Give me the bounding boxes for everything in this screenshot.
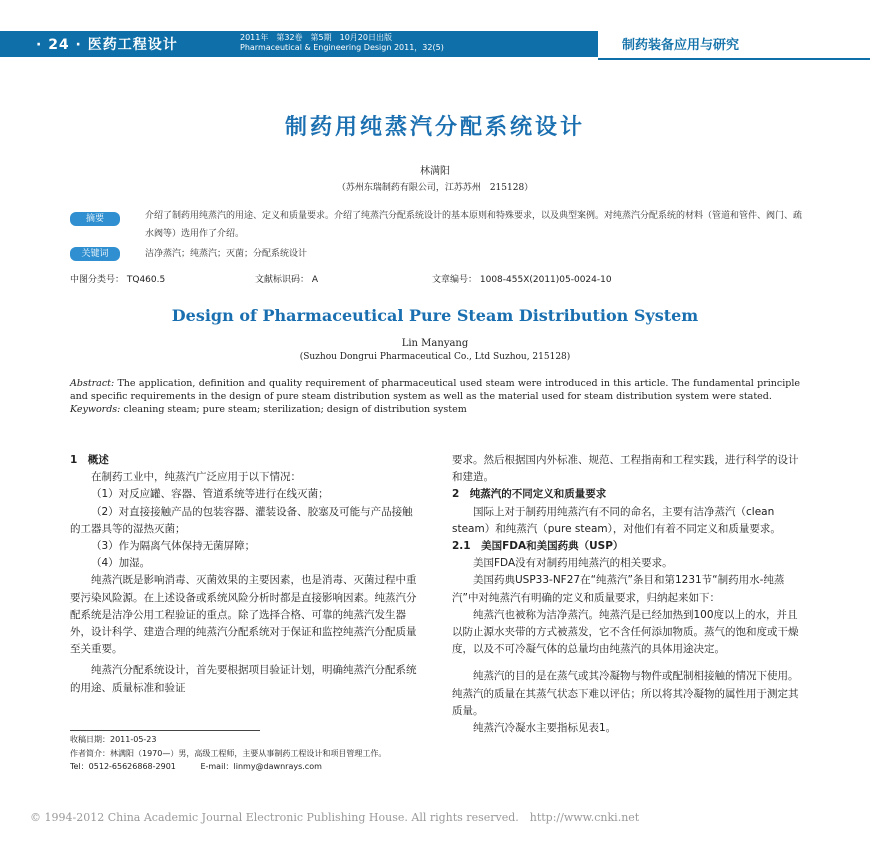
body-left-column (70, 452, 420, 697)
received-date: 收稿日期：2011-05-23 (70, 735, 157, 744)
keywords-tag: 关键词 (70, 247, 120, 261)
author-en: Lin Manyang (401, 338, 469, 349)
page-number-journal-name: · 24 · 医药工程设计 (36, 37, 178, 53)
clc-number: 中图分类号： TQ460.5 (70, 275, 166, 285)
list-item: （2）对直接接触产品的包装容器、灌装设备、胶塞及可能与产品接触的工器具等的湿热灭菌； (70, 505, 413, 535)
paragraph: 纯蒸汽分配系统设计，首先要根据项目验证计划，明确纯蒸汽分配系统的用途、质量标准和验证 (70, 664, 417, 694)
abstract-en-label: Abstract: (70, 378, 115, 389)
section-heading-2: 2 纯蒸汽的不同定义和质量要求 (452, 488, 607, 501)
paragraph: 国际上对于制药用纯蒸汽有不同的命名，主要有洁净蒸汽（clean steam）和纯蒸汽（pure steam），对他们有着不同定义和质量要求。 (452, 505, 781, 535)
copyright-notice: © 1994-2012 China Academic Journal Electronic Publishing House. All rights reserved. http://www.cnki.net (30, 811, 640, 824)
section-heading-1: 1 概述 (70, 454, 109, 466)
issue-info-en: Pharmaceutical & Engineering Design 2011，32(5) (240, 43, 444, 52)
contact-line (70, 760, 430, 774)
keywords-en-label: Keywords: (70, 404, 121, 415)
paragraph: 纯蒸汽的目的是在蒸气或其冷凝物与物件或配制相接触的情况下使用。纯蒸汽的质量在其蒸气状态下难以评估；所以将其冷凝物的属性用于测定其质量。 (452, 670, 799, 717)
paragraph: 在制药工业中，纯蒸汽广泛应用于以下情况： (91, 471, 301, 484)
footnote (70, 733, 430, 774)
document-code: 文献标识码： A (255, 275, 319, 285)
article-title-cn: 制药用纯蒸汽分配系统设计 (284, 115, 585, 140)
article-title-en: Design of Pharmaceutical Pure Steam Distribution System (171, 306, 699, 325)
telephone: Tel：0512-65626868-2901 (70, 762, 176, 771)
list-item: （4）加湿。 (91, 557, 151, 570)
email: E-mail：linmy@dawnrays.com (200, 762, 322, 771)
abstract-cn: 介绍了制药用纯蒸汽的用途、定义和质量要求。介绍了纯蒸汽分配系统设计的基本原则和特殊要求，以及典型案例。对纯蒸汽分配系统的材料（管道和管件、阀门、疏水阀等）选用作了介绍。 (145, 211, 803, 239)
issue-info-cn: 2011年 第32卷 第5期 10月20日出版 (240, 33, 392, 42)
section-underline (598, 58, 870, 60)
keywords-cn: 洁净蒸汽；纯蒸汽；灭菌；分配系统设计 (145, 249, 308, 259)
author-cn: 林满阳 (420, 166, 450, 177)
keywords-en-text: cleaning steam; pure steam; sterilization; design of distribution system (120, 404, 467, 415)
list-item: （3）作为隔离气体保持无菌屏障； (91, 540, 256, 553)
article-number: 文章编号： 1008-455X(2011)05-0024-10 (432, 275, 612, 285)
paragraph: 纯蒸汽既是影响消毒、灭菌效果的主要因素，也是消毒、灭菌过程中重要污染风险源。在上述设备或系统风险分析时都是直接影响因素。纯蒸汽分配系统是洁净公用工程验证的重点。除了选择合格、可靠的纯蒸汽发生器外，设计科学、建造合理的纯蒸汽分配系统对于保证和监控纯蒸汽分配质量至关重要。 (70, 574, 417, 656)
affiliation-en: (Suzhou Dongrui Pharmaceutical Co., Ltd Suzhou, 215128) (299, 352, 571, 362)
body-right-column (452, 452, 802, 737)
abstract-en-text: The application, definition and quality requirement of pharmaceutical used steam were introduced in this article. The fundamental principle and specific requirements in the design of pure steam distribution system as well as the material used for steam distribution system were stated. (70, 378, 800, 402)
paragraph: 要求。然后根据国内外标准、规范、工程指南和工程实践，进行科学的设计和建造。 (452, 454, 799, 484)
author-bio: 作者简介：林满阳（1970—）男，高级工程师，主要从事制药工程设计和项目管理工作。 (70, 748, 387, 758)
section-label: 制药装备应用与研究 (622, 38, 740, 53)
subsection-heading-2-1: 2.1 美国FDA和美国药典（USP） (452, 540, 624, 553)
abstract-en (70, 377, 800, 416)
affiliation-cn: （苏州东瑞制药有限公司，江苏苏州 215128） (336, 183, 534, 193)
list-item: （1）对反应罐、容器、管道系统等进行在线灭菌； (91, 488, 329, 501)
paragraph: 美国FDA没有对制药用纯蒸汽的相关要求。 (473, 557, 673, 570)
paragraph: 纯蒸汽也被称为洁净蒸汽。纯蒸汽是已经加热到100度以上的水，并且以防止源水夹带的方式被蒸发，它不含任何添加物质。蒸气的饱和度或干燥度，以及不可冷凝气体的总量均由纯蒸汽的具体用途决定。 (452, 608, 799, 656)
issue-info (240, 33, 444, 53)
paragraph: 纯蒸汽冷凝水主要指标见表1。 (473, 722, 617, 735)
footnote-divider (70, 730, 260, 731)
abstract-tag: 摘要 (70, 212, 120, 226)
paragraph: 美国药典USP33-NF27在“纯蒸汽”条目和第1231节“制药用水-纯蒸汽”中对纯蒸汽有明确的定义和质量要求，归纳起来如下： (452, 574, 785, 604)
